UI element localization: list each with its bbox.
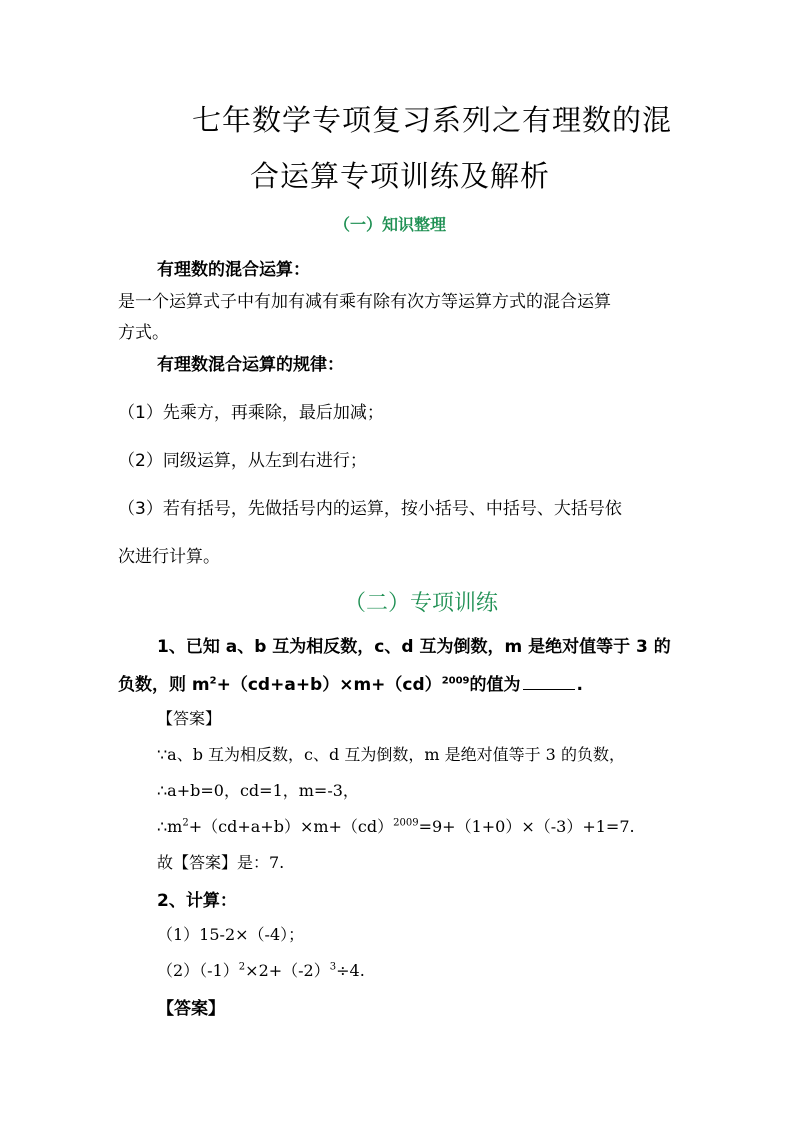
answer-1-line-2: ∴a+b=0，cd=1，m=-3， <box>157 781 359 800</box>
question-1-exponent-2: 2009 <box>441 675 470 687</box>
question-1-period: . <box>576 675 583 695</box>
answer-1-text-a: ∴m <box>157 817 183 836</box>
rule-3-line-1: （3）若有括号，先做括号内的运算，按小括号、中括号、大括号依 <box>118 499 622 519</box>
subheading-rules: 有理数混合运算的规律： <box>157 355 344 375</box>
answer-blank <box>523 688 575 690</box>
answer-1-text-c: =9+（1+0）×（-3）+1=7. <box>418 817 635 836</box>
question-2-text-a: （2）（-1） <box>157 961 239 980</box>
answer-1-text-b: +（cd+a+b）×m+（cd） <box>188 817 394 836</box>
question-1-text-a: 负数，则 m <box>118 675 210 695</box>
question-1-text-b: +（cd+a+b）×m+（cd） <box>216 675 442 695</box>
question-1-text-c: 的值为 <box>469 675 521 695</box>
question-2-item-1: （1）15-2×（-4）； <box>157 925 305 944</box>
title-line-1: 七年数学专项复习系列之有理数的混 <box>192 103 673 137</box>
question-1-line-2 <box>118 670 583 695</box>
question-1-line-1: 1、已知 a、b 互为相反数，c、d 互为倒数，m 是绝对值等于 3 的 <box>157 637 671 657</box>
answer-1-tag: 【答案】 <box>157 709 222 728</box>
question-2-text-c: ÷4. <box>336 961 365 980</box>
question-2-exponent-1: 2 <box>238 961 246 973</box>
answer-1-exponent-2: 2009 <box>393 817 419 829</box>
answer-2-tag: 【答案】 <box>157 999 225 1019</box>
subheading-mixed-operations: 有理数的混合运算： <box>157 260 310 280</box>
section-heading-knowledge: （一）知识整理 <box>334 215 447 234</box>
definition-line-2: 方式。 <box>118 323 169 343</box>
definition-line-1: 是一个运算式子中有加有减有乘有除有次方等运算方式的混合运算 <box>118 292 611 312</box>
title-line-2: 合运算专项训练及解析 <box>250 159 551 193</box>
answer-1-exponent-1: 2 <box>182 817 189 829</box>
rule-3-line-2: 次进行计算。 <box>118 547 220 567</box>
answer-1-line-4: 故【答案】是：7. <box>157 853 285 872</box>
question-2-text-b: ×2+（-2） <box>245 961 330 980</box>
rule-1: （1）先乘方，再乘除，最后加减； <box>118 403 384 423</box>
question-2-heading: 2、计算： <box>157 891 237 911</box>
answer-1-line-3 <box>157 814 635 837</box>
rule-2: （2）同级运算，从左到右进行； <box>118 451 367 471</box>
question-2-exponent-2: 3 <box>329 961 337 973</box>
question-2-item-2 <box>157 958 365 981</box>
answer-1-line-1: ∵a、b 互为相反数，c、d 互为倒数，m 是绝对值等于 3 的负数， <box>157 745 625 764</box>
question-1-exponent-1: 2 <box>209 675 217 687</box>
section-heading-training: （二）专项训练 <box>344 591 499 616</box>
